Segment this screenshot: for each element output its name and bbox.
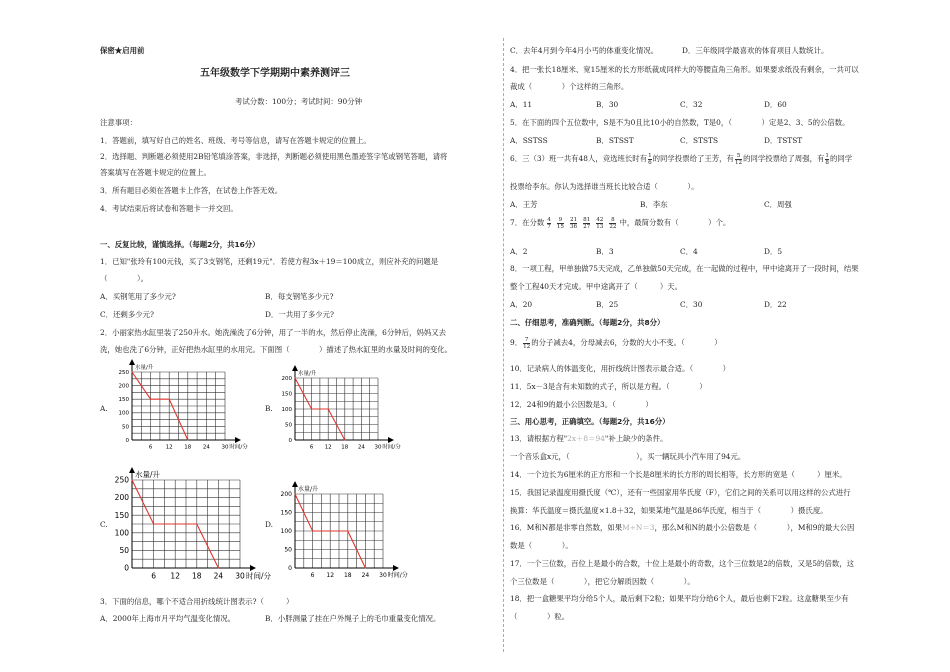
q15-text: 换算：华氏温度＝摄氏温度×1.8＋32，如果某地气温是86华氏度，相当于（ ）摄氏度。 xyxy=(510,506,828,515)
x-tick-label: 18 xyxy=(192,571,202,581)
q16-text: 数是（ ）。 xyxy=(510,541,573,550)
q6-text: 投票给李东。你认为选择谁当班长比较合适（ ）。 xyxy=(510,182,699,191)
q5-option-c[interactable]: C．STSTS xyxy=(680,136,719,145)
x-tick-label: 24 xyxy=(213,571,224,581)
x-tick-label: 30 xyxy=(374,444,382,451)
data-point xyxy=(169,399,170,400)
x-tick-label: 24 xyxy=(202,444,210,451)
section-2-heading: 二、仔细思考，准确判断。（每题2分，共8分） xyxy=(510,318,665,327)
data-point xyxy=(153,523,154,524)
q2-text: 洗，她也洗了6分钟，正好把热水缸里的水用完。下面图（ ）描述了热水缸里的水量及时间的变化。 xyxy=(100,345,453,354)
y-tick-label: 100 xyxy=(280,528,292,536)
q1-option-a[interactable]: A．买钢笔用了多少元? xyxy=(100,292,176,301)
chart-a xyxy=(112,356,247,456)
q1-option-d[interactable]: D．一共用了多少元? xyxy=(265,310,335,319)
q17-text: 17．一个三位数，百位上是最小的合数，十位上是最小的奇数，这个三位数是2的倍数，又是5的倍数，这 xyxy=(510,559,855,568)
fraction: $\frac{1}{8}$ xyxy=(825,152,829,166)
section-1-heading: 一、反复比较，谨慎选择。（每题2分，共16分） xyxy=(100,240,260,249)
note-item: 1．答题前，填写好自己的姓名、班级、考号等信息，请写在答题卡规定的位置上。 xyxy=(100,136,371,145)
data-point xyxy=(330,530,331,531)
q4-text: 4．把一张长18厘米、宽15厘米的长方形纸裁成同样大的等腰直角三角形。如果要求纸没有剩余，一共可以 xyxy=(510,65,859,74)
y-tick-label: 50 xyxy=(122,424,129,431)
q8-option-c[interactable]: C．30 xyxy=(680,300,703,309)
x-tick-label: 18 xyxy=(184,444,192,451)
q8-option-d[interactable]: D．22 xyxy=(764,300,787,309)
data-point xyxy=(347,530,348,531)
y-tick-label: 100 xyxy=(281,406,292,413)
q3-option-d[interactable]: D．三年级同学最喜欢的体育项目人数统计。 xyxy=(682,46,829,55)
y-axis-label: 水量/升 xyxy=(298,371,317,377)
data-point xyxy=(131,371,132,372)
q5-option-a[interactable]: A．SSTSS xyxy=(510,136,548,145)
fraction: $\frac{21}{36}$ xyxy=(569,216,578,230)
y-tick-label: 150 xyxy=(114,510,129,520)
notes-heading: 注意事项： xyxy=(100,118,137,127)
fraction: $\frac{1}{6}$ xyxy=(648,152,652,166)
q7-text: 7．在分数 $\frac{4}{7}$ $\frac{9}{15}$ $\frac{21}{36}$ $\frac{81}{27}$ $\frac{42}{13}$ $\frac{8}{22}$ 中，最简分数有（ ）个。 xyxy=(510,216,731,230)
q18-text: 18．把一盒糖果平均分给5个人，最后剩下2粒；如果平均分给6个人，最后也剩下2粒。这盒糖果至少有 xyxy=(510,594,849,603)
fraction: $\frac{7}{12}$ xyxy=(523,336,531,350)
y-tick-label: 150 xyxy=(281,391,292,398)
x-axis-arrow xyxy=(235,437,241,443)
q15-text: 15．我国记录温度用摄氏度（℃），还有一些国家用华氏度（F），它们之间的关系可以用这样的公式进行 xyxy=(510,488,851,497)
data-point xyxy=(196,523,197,524)
x-tick-label: 6 xyxy=(309,444,314,451)
x-tick-label: 6 xyxy=(310,572,315,579)
y-tick-label: 0 xyxy=(288,437,292,444)
q8-text: 整个工程40天才完成。甲中途离开了（ ）天。 xyxy=(510,282,683,291)
y-tick-label: 50 xyxy=(284,546,292,554)
y-tick-label: 0 xyxy=(124,563,129,573)
q16-text: 16．M和N都是非零自然数，如果M÷N＝3，那么M和N的最小公倍数是（ ），M和9的最大公因 xyxy=(510,523,855,532)
q17-text: 个三位数是（ ），把它分解质因数（ ）。 xyxy=(510,577,695,586)
x-tick-label: 30 xyxy=(235,571,245,581)
data-point xyxy=(175,523,176,524)
q8-text: 8．一项工程，甲单独做75天完成，乙单独做50天完成，在一起做的过程中，甲中途离开了一段时间，结果 xyxy=(510,264,859,273)
q1-blank: （ ）。 xyxy=(100,274,149,283)
y-tick-label: 200 xyxy=(114,493,129,503)
chart-a-label[interactable]: A. xyxy=(100,404,108,413)
y-tick-label: 0 xyxy=(125,437,129,444)
q11-text: 11．5x－3是含有未知数的式子，所以是方程。（ ） xyxy=(510,382,707,391)
q1-text: 1．已知"张玲有100元钱，买了3支钢笔，还剩19元"．若使方程3x＋19＝100成立，则应补充的问题是 xyxy=(100,257,439,266)
right-column xyxy=(510,0,918,672)
chart-b-label[interactable]: B. xyxy=(265,404,273,413)
x-tick-label: 24 xyxy=(357,444,365,451)
y-tick-label: 50 xyxy=(119,546,129,556)
x-axis-arrow xyxy=(393,565,399,571)
data-point xyxy=(365,567,366,568)
q13-text: 13．请根据方程"2x＋8＝94"补上缺少的条件。 xyxy=(510,434,668,443)
x-axis-label: 时间/分 xyxy=(246,571,272,581)
y-tick-label: 250 xyxy=(118,369,129,376)
data-point xyxy=(150,399,151,400)
x-tick-label: 24 xyxy=(361,572,370,579)
q5-option-b[interactable]: B．STSST xyxy=(596,136,634,145)
q5-text: 5．在下面的四个五位数中，S是不为0且比10小的自然数，T是0，（ ）定是2、3、5的公倍数。 xyxy=(510,118,850,127)
x-axis-label: 时间/分 xyxy=(229,444,248,451)
q13-text: 一个音乐盒x元，（ ），买一辆玩具小汽车用了94元。 xyxy=(510,452,746,461)
q6-text: 6．三（3）班一共有48人，竞选班长时有 $\frac{1}{6}$ 的同学投票给了王芳，有 $\frac{5}{12}$ 的同学投票给了周强，有 $\frac{1}{8}$ 的同学 xyxy=(510,152,853,166)
column-divider xyxy=(503,38,504,652)
note-item: 3．所有题目必须在答题卡上作答，在试卷上作答无效。 xyxy=(100,186,283,195)
q2-text: 2．小丽家热水缸里装了250升水。她洗澡洗了6分钟，用了一半的水，然后停止洗澡，6分钟后，妈妈又去 xyxy=(100,328,447,337)
fraction: $\frac{8}{22}$ xyxy=(609,216,617,230)
data-point xyxy=(311,408,312,409)
q12-text: 12．24和9的最小公因数是3。（ ） xyxy=(510,400,653,409)
chart-b xyxy=(275,362,400,456)
q3-text: 3．下面的信息，哪个不适合用折线统计图表示?（ ） xyxy=(100,597,294,606)
x-axis-arrow xyxy=(388,437,394,443)
fraction: $\frac{42}{13}$ xyxy=(596,216,604,230)
q4-option-b[interactable]: B．30 xyxy=(596,100,619,109)
y-tick-label: 200 xyxy=(118,383,129,390)
x-tick-label: 6 xyxy=(148,444,153,451)
y-tick-label: 150 xyxy=(280,509,292,517)
note-item: 答案填写在答题卡规定的位置上。 xyxy=(100,168,211,177)
q3-option-c[interactable]: C．去年4月到今年4月小丐的体重变化情况。 xyxy=(510,46,659,55)
q6-option-a[interactable]: A．王芳 xyxy=(510,200,538,209)
y-axis-label: 水量/升 xyxy=(135,470,161,479)
x-tick-label: 12 xyxy=(170,571,180,581)
x-tick-label: 18 xyxy=(341,444,349,451)
data-point xyxy=(131,479,132,480)
y-tick-label: 200 xyxy=(280,491,292,499)
data-point xyxy=(344,439,345,440)
x-axis-label: 时间/分 xyxy=(382,444,401,451)
q3-option-b[interactable]: B．小胖测量了挂在户外绳子上的毛巾重量变化情况。 xyxy=(265,614,441,623)
y-tick-label: 50 xyxy=(285,422,292,429)
data-point xyxy=(187,439,188,440)
y-axis-label: 水量/升 xyxy=(135,365,154,371)
x-tick-label: 30 xyxy=(221,444,229,451)
note-item: 2．选择题、判断题必须使用2B铅笔填涂答案，非选择，判断题必须使用黑色墨迹签字笔或钢笔答题，请将 xyxy=(100,152,448,161)
x-tick-label: 12 xyxy=(324,444,332,451)
y-tick-label: 0 xyxy=(288,565,292,573)
q7-option-d[interactable]: D．5 xyxy=(764,247,783,256)
secret-label: 保密★启用前 xyxy=(100,46,145,55)
fraction: $\frac{81}{27}$ xyxy=(583,216,591,230)
q14-text: 14．一个边长为6厘米的正方形和一个长是8厘米的长方形的周长相等，长方形的宽是（ ）厘米。 xyxy=(510,470,847,479)
chart-c xyxy=(112,464,272,584)
chart-d-label[interactable]: D. xyxy=(265,520,274,529)
y-tick-label: 200 xyxy=(281,375,292,382)
data-point xyxy=(312,530,313,531)
page-title: 五年级数学下学期期中素养测评三 xyxy=(200,68,350,79)
x-tick-label: 6 xyxy=(151,571,156,581)
q4-option-a[interactable]: A．11 xyxy=(510,100,533,109)
data-point xyxy=(294,377,295,378)
q4-option-c[interactable]: C．32 xyxy=(680,100,703,109)
x-tick-label: 12 xyxy=(326,572,335,579)
x-axis-label: 时间/分 xyxy=(387,572,408,579)
y-tick-label: 250 xyxy=(114,475,129,485)
note-item: 4．考试结束后将试卷和答题卡一并交回。 xyxy=(100,204,238,213)
q7-option-a[interactable]: A．2 xyxy=(510,247,528,256)
x-axis-arrow xyxy=(250,565,256,571)
q1-option-b[interactable]: B．每支钢笔多少元? xyxy=(265,292,334,301)
q6-option-c[interactable]: C．周强 xyxy=(764,200,792,209)
x-tick-label: 18 xyxy=(343,572,352,579)
y-tick-label: 100 xyxy=(118,410,129,417)
y-tick-label: 150 xyxy=(118,397,129,404)
q3-option-a[interactable]: A．2000年上海市月平均气温变化情况。 xyxy=(100,614,236,623)
data-point xyxy=(328,408,329,409)
data-point xyxy=(294,493,295,494)
q10-text: 10．记录病人的体温变化，用折线统计图表示最合适。（ ） xyxy=(510,364,731,373)
y-axis-label: 水量/升 xyxy=(298,486,319,493)
q18-text: （ ）粒。 xyxy=(510,612,570,621)
q7-fractions xyxy=(544,216,619,230)
section-3-heading: 三、用心思考，正确填空。（每题2分，共16分） xyxy=(510,417,670,426)
q6-option-b[interactable]: B．李东 xyxy=(640,200,668,209)
data-point xyxy=(218,567,219,568)
x-tick-label: 30 xyxy=(379,572,387,579)
left-column xyxy=(100,0,498,672)
q4-option-d[interactable]: D．60 xyxy=(764,100,787,109)
chart-d xyxy=(275,478,408,584)
q5-option-d[interactable]: D．TSTST xyxy=(764,136,803,145)
fraction: $\frac{5}{12}$ xyxy=(734,152,743,166)
q1-option-c[interactable]: C．还剩多少元? xyxy=(100,310,154,319)
exam-info: 考试分数：100分；考试时间：90分钟 xyxy=(235,97,362,106)
x-tick-label: 12 xyxy=(165,444,173,451)
q8-option-a[interactable]: A．20 xyxy=(510,300,533,309)
q7-option-b[interactable]: B．3 xyxy=(596,247,614,256)
y-tick-label: 100 xyxy=(114,528,129,538)
chart-c-label[interactable]: C. xyxy=(100,520,108,529)
q4-text: 裁成（ ）个这样的三角形。 xyxy=(510,82,629,91)
q9-text: 9． $\frac{7}{12}$ 的分子减去4，分母减去6，分数的大小不变。（ ） xyxy=(510,336,722,350)
q7-option-c[interactable]: C．4 xyxy=(680,247,698,256)
q8-option-b[interactable]: B．25 xyxy=(596,300,619,309)
fraction: $\frac{4}{7}$ xyxy=(547,216,551,230)
fraction: $\frac{9}{15}$ xyxy=(556,216,564,230)
